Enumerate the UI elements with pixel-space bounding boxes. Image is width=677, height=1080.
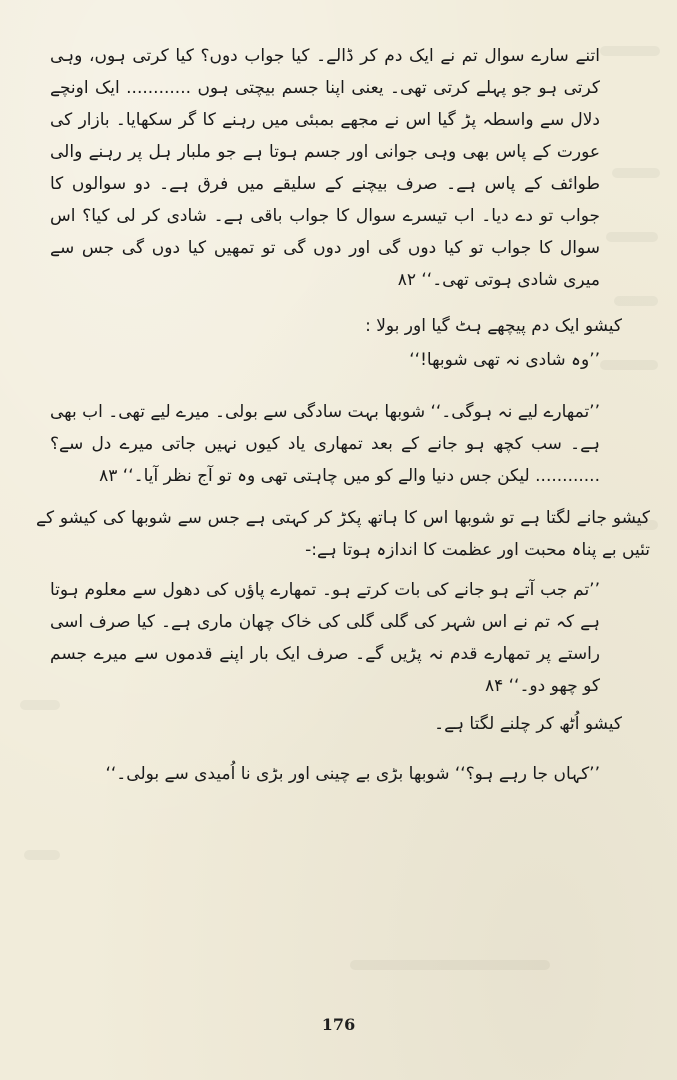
narration-paragraph: کیشو ایک دم پیچھے ہٹ گیا اور بولا : [365,316,622,336]
quote-paragraph: ’’کہاں جا رہے ہو؟‘‘ شوبھا بڑی بے چینی اور بڑی نا اُمیدی سے بولی۔‘‘ [105,764,600,784]
quote-paragraph: ’’تمھارے لیے نہ ہوگی۔‘‘ شوبھا بہت سادگی سے بولی۔ میرے لیے تھی۔ اب بھی ہے۔ سب کچھ ہو جانے کے بعد تمھاری یاد کیوں نہیں جاتی میرے دل سے؟ ............ لیکن جس دنیا والے کو میں چاہتی تھی وہ تو آج نظر آیا۔‘‘ ۸۳ [50,402,600,486]
page-number: 176 [321,1015,356,1034]
quote-paragraph: ’’وہ شادی نہ تھی شوبھا!‘‘ [409,350,600,370]
quote-paragraph: ’’تم جب آتے ہو جانے کی بات کرتے ہو۔ تمھارے پاؤں کی دھول سے معلوم ہوتا ہے کہ تم نے اس شہر کی گلی گلی کی خاک چھان ماری ہے۔ کیا صرف اسی راستے پر تمھارے قدم نہ پڑیں گے۔ صرف ایک بار اپنے قدموں سے میرے جسم کو چھو دو۔‘‘ ۸۴ [50,580,600,696]
quote-paragraph: اتنے سارے سوال تم نے ایک دم کر ڈالے۔ کیا جواب دوں؟ کیا کرتی ہوں، وہی کرتی ہو جو پہلے کرتی تھی۔ یعنی اپنا جسم بیچتی ہوں ............ ایک اونچے دلال سے واسطہ پڑ گیا اس نے مجھے بمبئی میں رہنے کا گر سکھایا۔ بازار کی عورت کے پاس بھی وہی جوانی اور جسم ہوتا ہے جو ملبار ہل پر رہنے والی طوائف کے پاس ہے۔ صرف بیچنے کے سلیقے میں فرق ہے۔ دو سوالوں کا جواب تو دے دیا۔ اب تیسرے سوال کا جواب باقی ہے۔ شادی کر لی کیا؟ اس سوال کا جواب تو کیا دوں گی اور دوں گی تو تمھیں کیا دوں گی جس سے میری شادی ہوتی تھی۔‘‘ ۸۲ [50,46,600,290]
page-body [30,30,650,790]
narration-paragraph: کیشو اُٹھ کر چلنے لگتا ہے۔ [434,714,622,734]
narration-paragraph: کیشو جانے لگتا ہے تو شوبھا اس کا ہاتھ پکڑ کر کہتی ہے جس سے شوبھا کی کیشو کے تئیں بے پناہ محبت اور عظمت کا اندازہ ہوتا ہے:- [36,508,650,560]
